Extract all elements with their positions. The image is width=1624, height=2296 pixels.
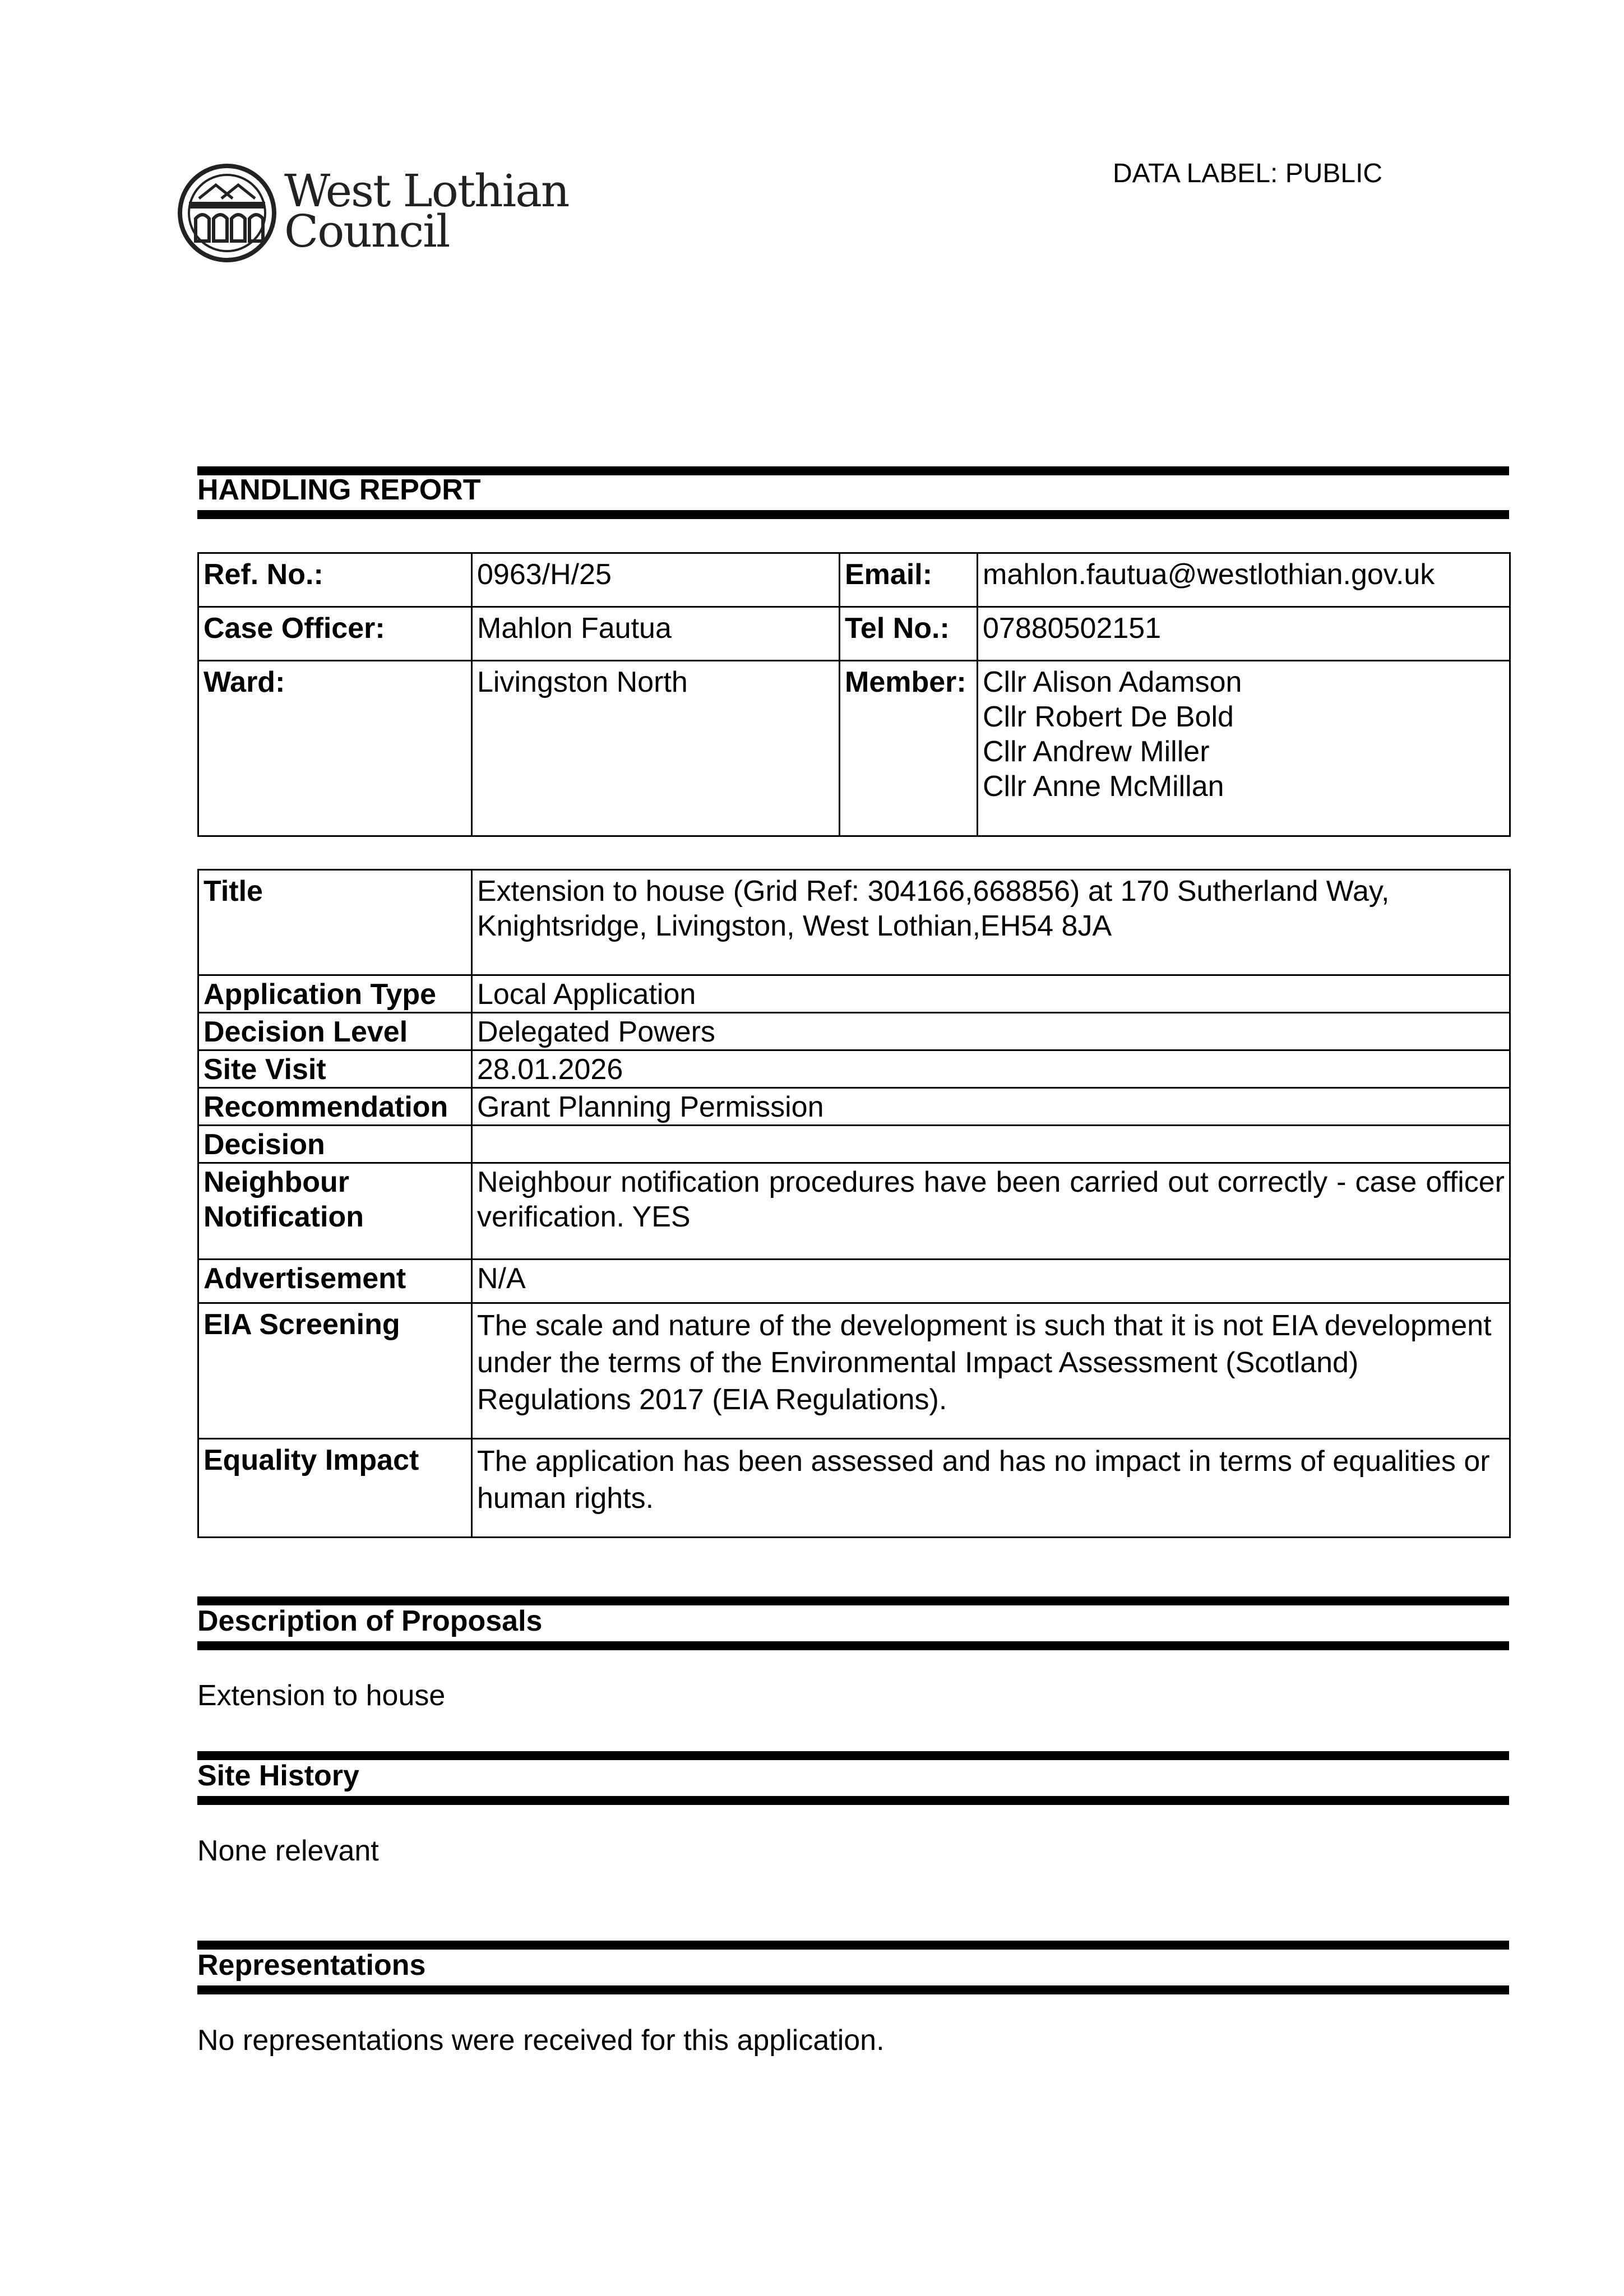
council-logo bbox=[177, 163, 569, 269]
member-item: Cllr Anne McMillan bbox=[983, 770, 1224, 803]
logo-text-line2: Council bbox=[284, 205, 450, 257]
application-details-table bbox=[197, 869, 1511, 1538]
member-item: Cllr Alison Adamson bbox=[983, 666, 1242, 698]
ref-label: Ref. No.: bbox=[198, 553, 472, 607]
declevel-label: Decision Level bbox=[198, 1013, 472, 1050]
tel-value: 07880502151 bbox=[978, 607, 1510, 661]
email-label: Email: bbox=[840, 553, 978, 607]
table-row bbox=[198, 553, 1510, 607]
equality-label: Equality Impact bbox=[198, 1439, 472, 1538]
member-item: Cllr Robert De Bold bbox=[983, 701, 1234, 733]
ward-value: Livingston North bbox=[472, 661, 840, 836]
table-row bbox=[198, 1163, 1510, 1260]
representations-heading bbox=[197, 1941, 1509, 1994]
viaduct-emblem-icon bbox=[177, 163, 277, 263]
neighbour-label bbox=[198, 1163, 472, 1260]
equality-value: The application has been assessed and has no impact in terms of equalities or human rights. bbox=[472, 1439, 1510, 1538]
site-history-title: Site History bbox=[197, 1760, 359, 1792]
title-value: Extension to house (Grid Ref: 304166,668856) at 170 Sutherland Way, Knightsridge, Livingston, West Lothian,EH54 8JA bbox=[472, 870, 1510, 975]
title-label: Title bbox=[198, 870, 472, 975]
member-label: Member: bbox=[840, 661, 978, 836]
table-row bbox=[198, 607, 1510, 661]
tel-label: Tel No.: bbox=[840, 607, 978, 661]
apptype-value: Local Application bbox=[472, 975, 1510, 1013]
table-row bbox=[198, 1439, 1510, 1538]
handling-report-title: HANDLING REPORT bbox=[197, 474, 481, 506]
declevel-value: Delegated Powers bbox=[472, 1013, 1510, 1050]
handling-report-heading bbox=[197, 466, 1509, 519]
table-row bbox=[198, 1013, 1510, 1050]
sitevisit-label: Site Visit bbox=[198, 1050, 472, 1088]
eia-value: The scale and nature of the development is such that it is not EIA development under the terms of the Environmental Impact Assessment (Scotland) Regulations 2017 (EIA Regulations). bbox=[472, 1303, 1510, 1439]
data-label: DATA LABEL: PUBLIC bbox=[1113, 159, 1383, 188]
sitevisit-value: 28.01.2026 bbox=[472, 1050, 1510, 1088]
neighbour-label-line2: Notification bbox=[203, 1201, 364, 1233]
representations-text: No representations were received for this application. bbox=[197, 2024, 885, 2057]
member-item: Cllr Andrew Miller bbox=[983, 735, 1210, 768]
logo-text-line1: West Lothian bbox=[284, 165, 569, 217]
advert-label: Advertisement bbox=[198, 1260, 472, 1303]
recommendation-value: Grant Planning Permission bbox=[472, 1088, 1510, 1126]
case-info-table bbox=[197, 552, 1511, 837]
table-row bbox=[198, 870, 1510, 975]
table-row bbox=[198, 661, 1510, 836]
neighbour-value: Neighbour notification procedures have been carried out correctly - case officer verification. YES bbox=[472, 1163, 1510, 1260]
table-row bbox=[198, 1088, 1510, 1126]
ref-value: 0963/H/25 bbox=[472, 553, 840, 607]
description-title: Description of Proposals bbox=[197, 1605, 543, 1637]
table-row bbox=[198, 1303, 1510, 1439]
apptype-label: Application Type bbox=[198, 975, 472, 1013]
advert-value: N/A bbox=[472, 1260, 1510, 1303]
table-row bbox=[198, 1050, 1510, 1088]
neighbour-label-line1: Neighbour bbox=[203, 1166, 349, 1198]
eia-label: EIA Screening bbox=[198, 1303, 472, 1439]
description-heading bbox=[197, 1596, 1509, 1650]
recommendation-label: Recommendation bbox=[198, 1088, 472, 1126]
table-row bbox=[198, 1126, 1510, 1163]
table-row bbox=[198, 1260, 1510, 1303]
officer-value: Mahlon Fautua bbox=[472, 607, 840, 661]
decision-value bbox=[472, 1126, 1510, 1163]
description-text: Extension to house bbox=[197, 1679, 446, 1712]
site-history-text: None relevant bbox=[197, 1835, 379, 1867]
decision-label: Decision bbox=[198, 1126, 472, 1163]
email-value[interactable]: mahlon.fautua@westlothian.gov.uk bbox=[978, 553, 1510, 607]
table-row bbox=[198, 975, 1510, 1013]
member-list bbox=[978, 661, 1510, 836]
officer-label: Case Officer: bbox=[198, 607, 472, 661]
site-history-heading bbox=[197, 1751, 1509, 1805]
ward-label: Ward: bbox=[198, 661, 472, 836]
representations-title: Representations bbox=[197, 1949, 426, 1982]
